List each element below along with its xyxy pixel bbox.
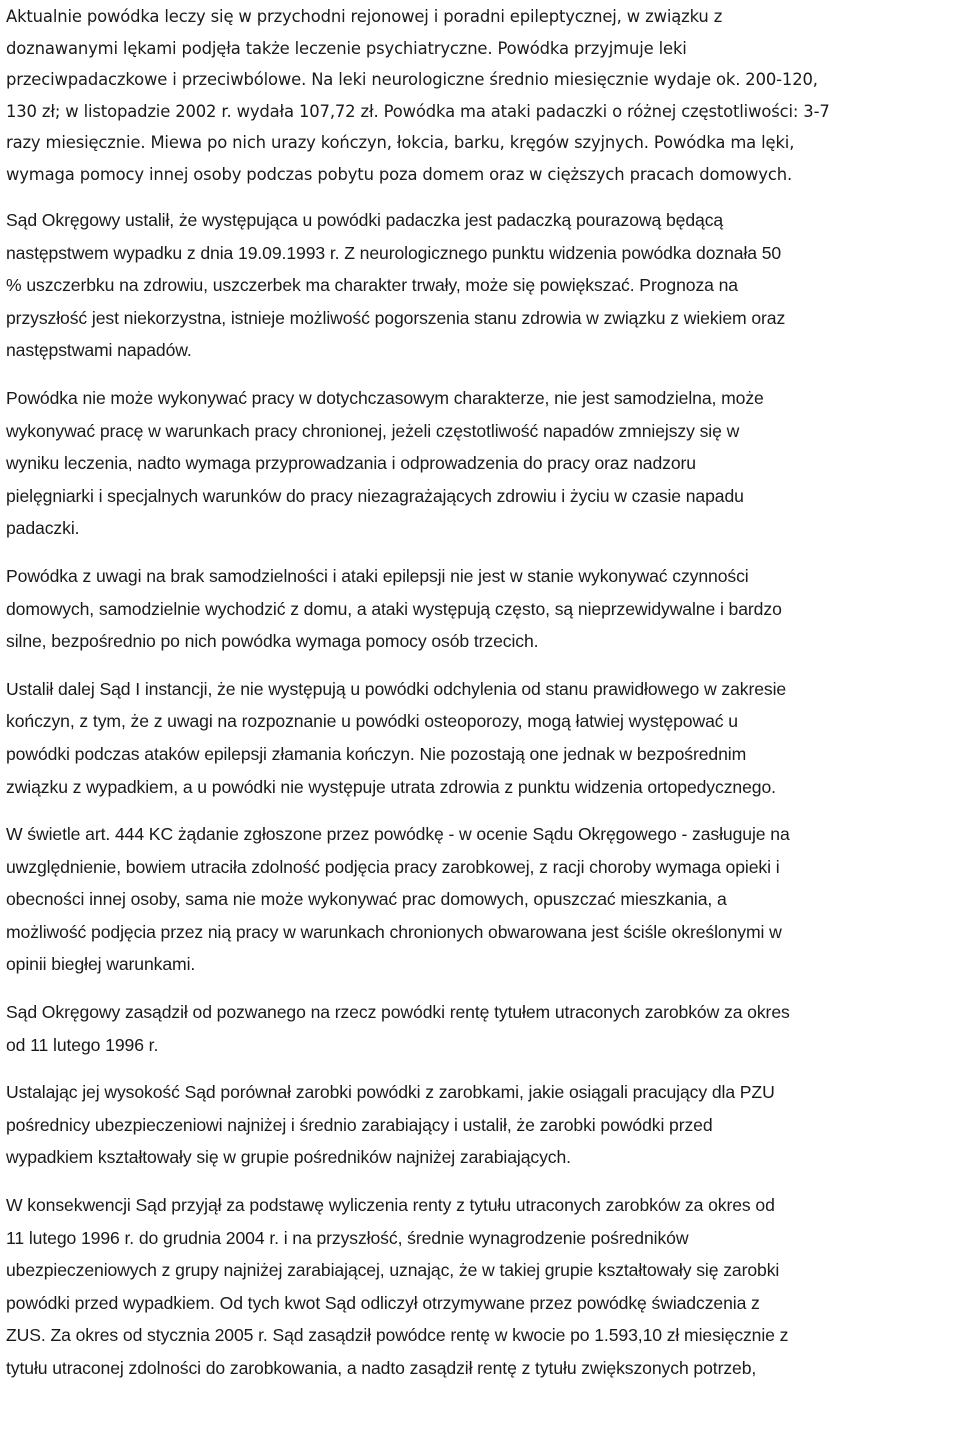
text-line: ubezpieczeniowych z grupy najniżej zarabiającej, uznając, że w takiej grupie kształtowały się zarobki <box>6 1260 780 1281</box>
text-line: powódki przed wypadkiem. Od tych kwot Sąd odliczył otrzymywane przez powódkę świadczenia z <box>6 1292 760 1313</box>
text-line: domowych, samodzielnie wychodzić z domu, a ataki występują często, są nieprzewidywalne i bardzo <box>6 598 782 619</box>
text-line: kończyn, z tym, że z uwagi na rozpoznanie u powódki osteoporozy, mogą łatwiej występować u <box>6 711 738 732</box>
text-line: doznawanymi lękami podjęła także leczenie psychiatryczne. Powódka przyjmuje leki <box>6 38 687 58</box>
text-line: ZUS. Za okres od stycznia 2005 r. Sąd zasądził powódce rentę w kwocie po 1.593,10 zł miesięcznie z <box>6 1325 789 1346</box>
paragraph-calculation-basis <box>6 1189 954 1385</box>
text-line: uwzględnienie, bowiem utraciła zdolność podjęcia pracy zarobkowej, z racji choroby wymaga opieki i <box>6 856 780 877</box>
text-line: obecności innej osoby, sama nie może wykonywać prac domowych, opuszczać mieszkania, a <box>6 889 727 910</box>
text-line: 130 zł; w listopadzie 2002 r. wydała 107,72 zł. Powódka ma ataki padaczki o różnej częstotliwości: 3-7 <box>6 101 830 121</box>
text-line: związku z wypadkiem, a u powódki nie występuje utrata zdrowia z punktu widzenia ortopedycznego. <box>6 776 776 797</box>
text-line: wyniku leczenia, nadto wymaga przyprowadzania i odprowadzenia do pracy oraz nadzoru <box>6 453 696 474</box>
text-line: Sąd Okręgowy ustalił, że występująca u powódki padaczka jest padaczką pourazową będącą <box>6 210 724 230</box>
document-page <box>6 0 954 1385</box>
text-line: pielęgniarki i specjalnych warunków do pracy niezagrażających zdrowiu i życiu w czasie napadu <box>6 485 744 506</box>
text-line: Aktualnie powódka leczy się w przychodni rejonowej i poradni epileptycznej, w związku z <box>6 7 723 26</box>
text-line: przyszłość jest niekorzystna, istnieje możliwość pogorszenia stanu zdrowia w związku z wiekiem oraz <box>6 307 786 328</box>
text-line: od 11 lutego 1996 r. <box>6 1034 159 1055</box>
text-line: razy miesięcznie. Miewa po nich urazy kończyn, łokcia, barku, kręgów szyjnych. Powódka ma lęki, <box>6 133 795 152</box>
paragraph-orthopedic <box>6 673 954 803</box>
text-line: % uszczerbku na zdrowiu, uszczerbek ma charakter trwały, może się powiększać. Prognoza na <box>6 275 738 296</box>
paragraph-court-findings <box>6 204 954 367</box>
paragraph-work-capacity <box>6 382 954 545</box>
text-line: opinii biegłej warunkami. <box>6 954 196 975</box>
text-line: wypadkiem kształtowały się w grupie pośredników najniżej zarabiających. <box>6 1147 571 1168</box>
paragraph-art-444 <box>6 818 954 981</box>
text-line: wymaga pomocy innej osoby podczas pobytu poza domem oraz w cięższych pracach domowych. <box>6 164 793 184</box>
text-line: Sąd Okręgowy zasądził od pozwanego na rzecz powódki rentę tytułem utraconych zarobków za okres <box>6 1002 790 1023</box>
text-line: Ustalając jej wysokość Sąd porównał zarobki powódki z zarobkami, jakie osiągali pracujący dla PZU <box>6 1082 775 1103</box>
paragraph-amount-determination <box>6 1076 954 1174</box>
paragraph-independence <box>6 560 954 658</box>
text-line: tytułu utraconej zdolności do zarobkowania, a nadto zasądził rentę z tytułu zwiększonych potrzeb, <box>6 1358 757 1378</box>
text-line: powódki podczas ataków epilepsji złamania kończyn. Nie pozostają one jednak w bezpośrednim <box>6 743 747 764</box>
text-line: możliwość podjęcia przez nią pracy w warunkach chronionych obwarowana jest ściśle określonymi w <box>6 921 782 942</box>
text-line: następstwem wypadku z dnia 19.09.1993 r. Z neurologicznego punktu widzenia powódka doznała 50 <box>6 242 782 263</box>
text-line: silne, bezpośrednio po nich powódka wymaga pomocy osób trzecich. <box>6 631 539 652</box>
text-line: W konsekwencji Sąd przyjął za podstawę wyliczenia renty z tytułu utraconych zarobków za okres od <box>6 1195 775 1216</box>
text-line: wykonywać pracę w warunkach pracy chronionej, jeżeli częstotliwość napadów zmniejszy się w <box>6 420 740 441</box>
text-line: W świetle art. 444 KC żądanie zgłoszone przez powódkę - w ocenie Sądu Okręgowego - zasługuje na <box>6 824 790 845</box>
paragraph-pension-awarded <box>6 996 954 1061</box>
text-line: Powódka z uwagi na brak samodzielności i ataki epilepsji nie jest w stanie wykonywać czynności <box>6 565 749 586</box>
paragraph-treatment <box>6 1 954 190</box>
text-line: padaczki. <box>6 518 80 539</box>
text-line: Powódka nie może wykonywać pracy w dotychczasowym charakterze, nie jest samodzielna, może <box>6 387 764 408</box>
text-line: Ustalił dalej Sąd I instancji, że nie występują u powódki odchylenia od stanu prawidłowego w zakresie <box>6 678 787 699</box>
text-line: 11 lutego 1996 r. do grudnia 2004 r. i na przyszłość, średnie wynagrodzenie pośredników <box>6 1227 689 1248</box>
text-line: pośrednicy ubezpieczeniowi najniżej i średnio zarabiający i ustalił, że zarobki powódki przed <box>6 1114 713 1135</box>
text-line: następstwami napadów. <box>6 340 192 361</box>
text-line: przeciwpadaczkowe i przeciwbólowe. Na leki neurologiczne średnio miesięcznie wydaje ok. 200-120, <box>6 70 818 89</box>
